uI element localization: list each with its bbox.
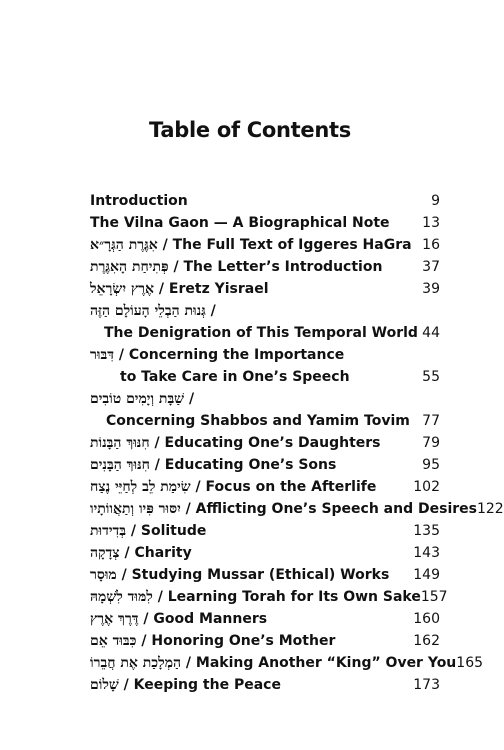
toc-entry-page: 95 — [422, 457, 440, 473]
toc-entry-title: The Vilna Gaon — A Biographical Note — [90, 215, 390, 231]
toc-entry[interactable] — [90, 212, 440, 234]
toc-entry-page: 102 — [413, 479, 440, 495]
toc-entry-title — [90, 520, 400, 542]
toc-entry-page: 39 — [422, 281, 440, 297]
toc-entry-page: 122 — [476, 501, 504, 517]
toc-entry-hebrew: שָׁלוֹם — [90, 677, 119, 693]
toc-entry-hebrew: שִׂימַת לֵב לְחַיֵּי נֶצַח — [90, 479, 191, 495]
toc-entry-english: / Studying Mussar (Ethical) Works — [116, 567, 390, 583]
toc-entry[interactable] — [90, 388, 440, 432]
toc-entry-english: / Learning Torah for Its Own Sake — [152, 589, 421, 605]
toc-entry-title — [90, 256, 400, 278]
toc-entry-title — [90, 674, 400, 696]
toc-entry-english: / Charity — [119, 545, 192, 561]
toc-entry-english: / The Letter’s Introduction — [168, 259, 383, 275]
toc-entry-page: 143 — [413, 545, 440, 561]
toc-entry-page: 162 — [413, 633, 440, 649]
toc-entry[interactable] — [90, 278, 440, 300]
toc-entry-english: / Educating One’s Sons — [149, 457, 337, 473]
toc-entry-hebrew: צְדָקָה — [90, 545, 120, 561]
toc-entry-subtitle: Concerning Shabbos and Yamim Tovim — [106, 413, 410, 429]
toc-entry[interactable] — [90, 586, 448, 608]
toc-entry-title — [90, 498, 477, 520]
toc-entry-subtitle: The Denigration of This Temporal World — [104, 325, 418, 341]
toc-entry-page: 79 — [422, 435, 440, 451]
toc-entry-english: / Making Another “King” Over You — [181, 655, 457, 671]
toc-entry-english: / Afflicting One’s Speech and Desires — [180, 501, 477, 517]
toc-entry-english: / — [184, 391, 195, 407]
toc-entry-page: 157 — [420, 589, 448, 605]
toc-entry-title — [90, 564, 400, 586]
toc-entry-hebrew: פְּתִיחַת הָאִגֶּרֶת — [90, 259, 169, 275]
toc-entry-page: 55 — [422, 369, 440, 385]
table-of-contents — [90, 190, 504, 696]
toc-entry[interactable] — [90, 564, 440, 586]
toc-entry-hebrew: מוּסָר — [90, 567, 117, 583]
toc-entry-subtitle: to Take Care in One’s Speech — [120, 369, 350, 385]
toc-entry-title — [90, 432, 400, 454]
toc-entry-title — [90, 652, 456, 674]
toc-entry-title — [90, 234, 412, 256]
toc-entry-hebrew: לִמּוּד לִשְׁמָהּ — [90, 589, 153, 605]
toc-entry-page: 149 — [413, 567, 440, 583]
toc-entry[interactable] — [90, 476, 440, 498]
toc-entry[interactable] — [90, 630, 440, 652]
toc-entry-page: 9 — [431, 193, 440, 209]
toc-entry-title — [90, 608, 400, 630]
page-title: Table of Contents — [149, 118, 351, 142]
toc-entry-title — [90, 344, 400, 388]
toc-entry-hebrew: דֶּרֶךְ אֶרֶץ — [90, 611, 139, 627]
toc-entry[interactable] — [90, 256, 440, 278]
toc-entry-title — [90, 278, 400, 300]
toc-entry-hebrew: חִנּוּךְ הַבָּנוֹת — [90, 435, 150, 451]
toc-entry-english: / Good Manners — [138, 611, 268, 627]
toc-entry[interactable] — [90, 432, 440, 454]
toc-entry-english: / Eretz Yisrael — [154, 281, 269, 297]
toc-entry-hebrew: אֶרֶץ יִשְׂרָאֵל — [90, 281, 155, 297]
toc-entry-english: / Concerning the Importance — [113, 347, 345, 363]
toc-entry[interactable] — [90, 234, 440, 256]
toc-entry-english: / Honoring One’s Mother — [136, 633, 336, 649]
toc-entry-page: 44 — [422, 325, 440, 341]
toc-entry-english: / Keeping the Peace — [118, 677, 281, 693]
toc-entry-title — [90, 630, 400, 652]
toc-entry-title — [90, 388, 410, 432]
toc-entry-page: 77 — [422, 413, 440, 429]
toc-entry[interactable] — [90, 300, 440, 344]
toc-entry-page: 173 — [413, 677, 440, 693]
toc-entry[interactable] — [90, 190, 440, 212]
toc-entry-page: 135 — [413, 523, 440, 539]
toc-entry-hebrew: אִגֶּרֶת הַגְּרָ״א — [90, 237, 158, 253]
toc-entry-title — [90, 454, 400, 476]
toc-entry-hebrew: שַׁבָּת וְיָמִים טוֹבִים — [90, 391, 185, 407]
toc-entry-english: / Focus on the Afterlife — [190, 479, 377, 495]
toc-entry[interactable] — [90, 344, 440, 388]
toc-entry[interactable] — [90, 674, 440, 696]
toc-entry-hebrew: גְּנוּת הַבְלֵי הָעוֹלָם הַזֶּה — [90, 303, 206, 319]
toc-entry-page: 16 — [422, 237, 440, 253]
toc-entry-hebrew: כִּבּוּד אֵם — [90, 633, 137, 649]
toc-entry[interactable] — [90, 454, 440, 476]
toc-entry-hebrew: הַמְלָכַת אֶת חֲבֵרוֹ — [90, 655, 182, 671]
toc-entry-title — [90, 476, 400, 498]
toc-entry-hebrew: דִּבּוּר — [90, 347, 114, 363]
toc-entry-page: 13 — [422, 215, 440, 231]
toc-entry-page: 37 — [422, 259, 440, 275]
toc-entry[interactable] — [90, 652, 484, 674]
toc-entry-english: / The Full Text of Iggeres HaGra — [157, 237, 412, 253]
toc-entry-hebrew: חִנּוּךְ הַבָּנִים — [90, 457, 150, 473]
toc-entry[interactable] — [90, 498, 504, 520]
toc-entry-title — [90, 300, 418, 344]
toc-entry-hebrew: בְּדִידוּת — [90, 523, 127, 539]
toc-entry-english: / — [205, 303, 216, 319]
toc-entry[interactable] — [90, 520, 440, 542]
toc-entry-english: / Educating One’s Daughters — [149, 435, 381, 451]
toc-entry-title — [90, 542, 400, 564]
toc-entry-title — [90, 586, 421, 608]
toc-entry-english: / Solitude — [126, 523, 207, 539]
toc-entry-hebrew: יִסּוּר פִּיו וְתַאֲווֹתָיו — [90, 501, 181, 517]
toc-entry[interactable] — [90, 608, 440, 630]
toc-entry-title: Introduction — [90, 193, 188, 209]
toc-entry[interactable] — [90, 542, 440, 564]
toc-entry-page: 160 — [413, 611, 440, 627]
toc-entry-page: 165 — [456, 655, 484, 671]
